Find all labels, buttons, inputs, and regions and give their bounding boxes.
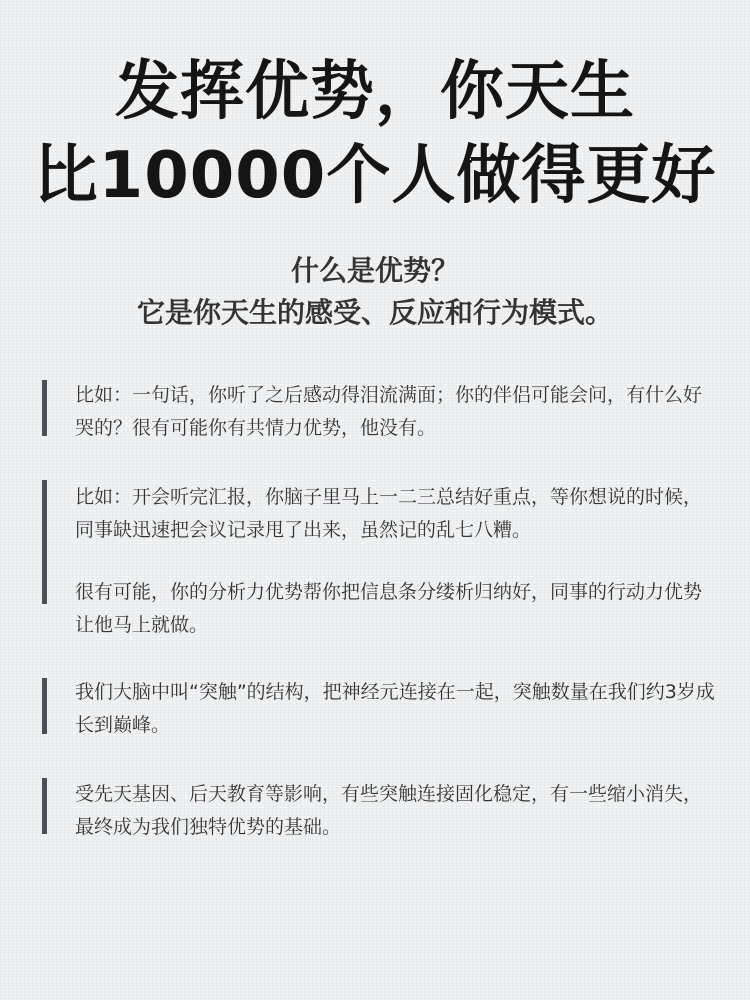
subtitle-line-1: 什么是优势？ (290, 254, 459, 287)
title-line-1: 发挥优势，你天生 (115, 55, 635, 129)
paragraph-5 (75, 778, 715, 844)
quote-bar (42, 678, 47, 734)
quote-bar (42, 778, 47, 834)
paragraph-3 (75, 576, 715, 642)
paragraph-text: 比如：一句话，你听了之后感动得泪流满面；你的伴侣可能会问，有什么好哭的？很有可能你有共情力优势，他没有。 (75, 384, 703, 439)
paragraph-1 (75, 379, 715, 445)
quote-bar (42, 380, 47, 436)
subtitle-line-2: 它是你天生的感受、反应和行为模式。 (136, 296, 613, 329)
subtitle (0, 250, 750, 334)
paragraph-text: 我们大脑中叫“突触”的结构，把神经元连接在一起，突触数量在我们约3岁成长到巅峰。 (75, 681, 715, 736)
paragraph-4 (75, 676, 715, 742)
quote-bar (42, 480, 47, 604)
page-title (0, 50, 750, 218)
paragraph-text: 很有可能，你的分析力优势帮你把信息条分缕析归纳好，同事的行动力优势让他马上就做。 (75, 581, 703, 636)
paragraph-2 (75, 481, 715, 547)
paragraph-text: 比如：开会听完汇报，你脑子里马上一二三总结好重点，等你想说的时候，同事缺迅速把会议记录甩了出来，虽然记的乱七八糟。 (75, 486, 703, 541)
paragraph-text: 受先天基因、后天教育等影响，有些突触连接固化稳定，有一些缩小消失，最终成为我们独特优势的基础。 (75, 783, 703, 838)
title-line-2: 比10000个人做得更好 (33, 139, 717, 213)
